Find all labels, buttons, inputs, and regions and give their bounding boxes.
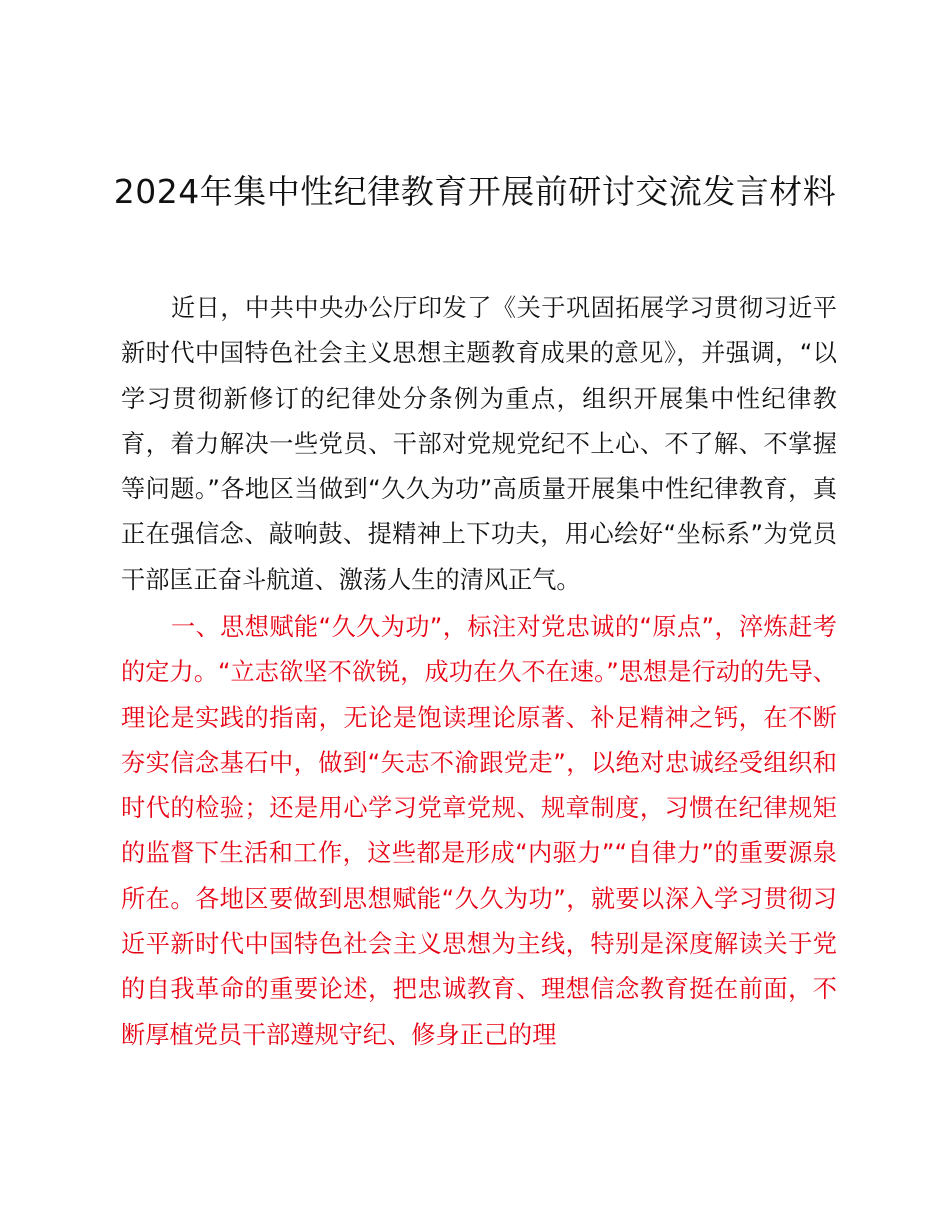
document-title: 2024年集中性纪律教育开展前研讨交流发言材料 (113, 172, 837, 211)
section-one-paragraph: 一、思想赋能“久久为功”，标注对党忠诚的“原点”，淬炼赶考的定力。“立志欲坚不欲锐，成功在久不在速。”思想是行动的先导、理论是实践的指南，无论是饱读理论原著、补足精神之钙，在不断夯实信念基石中，做到“矢志不渝跟党走”，以绝对忠诚经受组织和时代的检验；还是用心学习党章党规、规章制度，习惯在纪律规矩的监督下生活和工作，这些都是形成“内驱力”“自律力”的重要源泉所在。各地区要做到思想赋能“久久为功”，就要以深入学习贯彻习近平新时代中国特色社会主义思想为主线，特别是深度解读关于党的自我革命的重要论述，把忠诚教育、理想信念教育挺在前面，不断厚植党员干部遵规守纪、修身正己的理 (121, 613, 837, 1049)
intro-paragraph: 近日，中共中央办公厅印发了《关于巩固拓展学习贯彻习近平新时代中国特色社会主义思想主题教育成果的意见》，并强调，“以学习贯彻新修订的纪律处分条例为重点，组织开展集中性纪律教育，着力解决一些党员、干部对党规党纪不上心、不了解、不掌握等问题。”各地区当做到“久久为功”高质量开展集中性纪律教育，真正在强信念、敲响鼓、提精神上下功夫，用心绘好“坐标系”为党员干部匡正奋斗航道、激荡人生的清风正气。 (121, 294, 837, 594)
